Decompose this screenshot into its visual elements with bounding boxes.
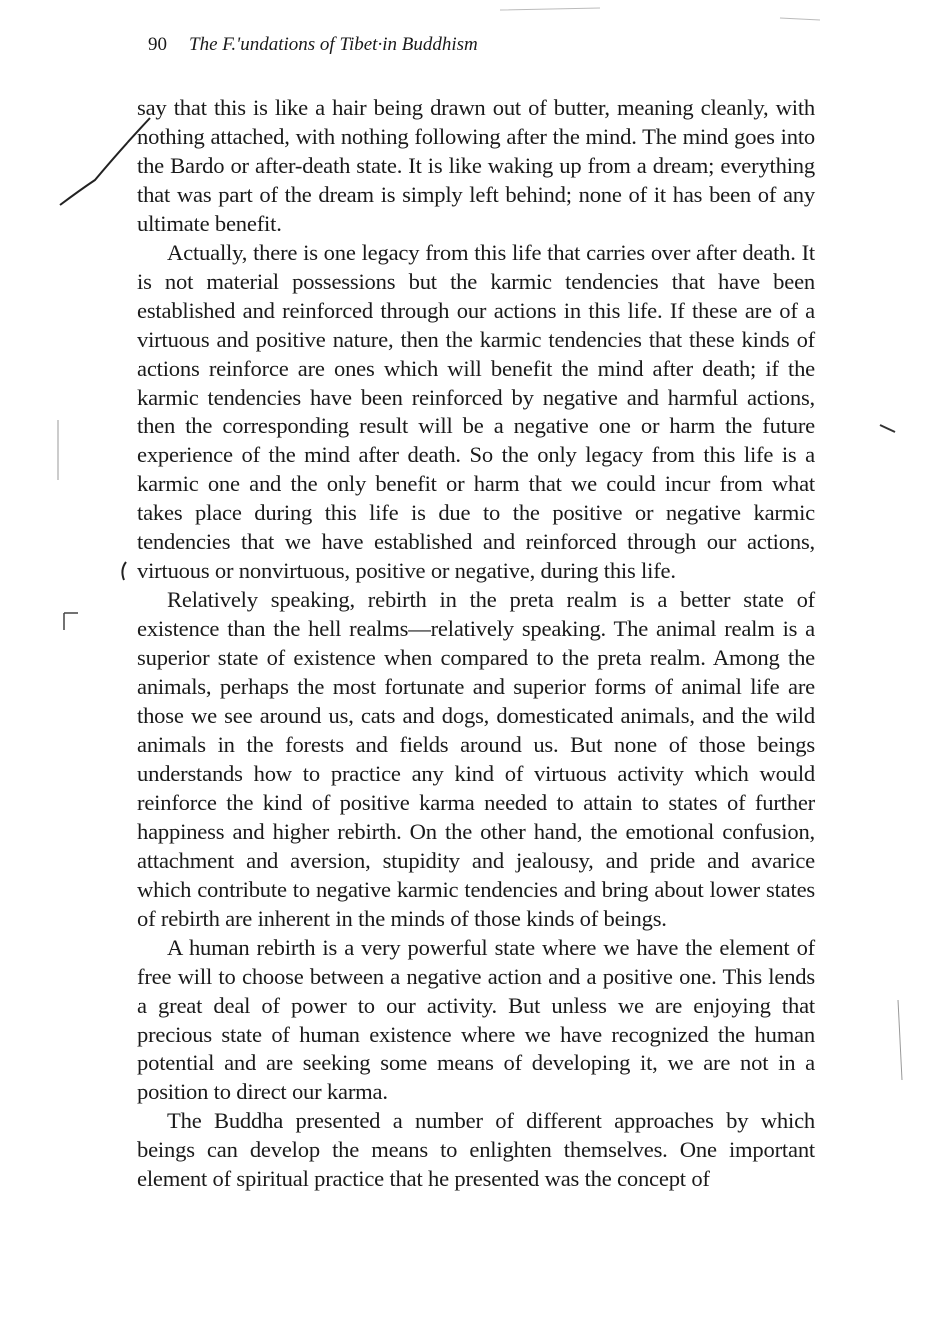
paragraph-continued: say that this is like a hair being drawn out of butter, meaning cleanly, with nothing attached, with nothing following after the mind. The mind goes into the Bardo or after-death state. It is like waking up from a dream; everything that was part of the dream is simply left behind; none of it has been of any ultimate benefit.	[137, 95, 815, 236]
margin-corner-mark	[64, 613, 78, 630]
page-number: 90	[148, 34, 167, 55]
paragraph: The Buddha presented a number of different approaches by which beings can develop the means to enlighten themselves. One important element of spiritual practice that he presented was the concept of	[137, 1108, 815, 1192]
margin-line-mark	[898, 1000, 902, 1080]
margin-bracket-mark	[122, 562, 126, 580]
paragraph: A human rebirth is a very powerful state where we have the element of free will to choose between a negative action and a positive one. This lends a great deal of power to our activity. But unless we are enjoying that precious state of human existence where we have recognized the human potential and are seeking some means of developing it, we are not in a position to direct our karma.	[137, 934, 815, 1105]
running-header	[148, 34, 478, 56]
paragraph: Actually, there is one legacy from this life that carries over after death. It is not material possessions but the karmic tendencies that have been established and reinforced through our actions in this life. If these are of a virtuous and positive nature, then the karmic tendencies that these kinds of actions reinforce are ones which will benefit the mind after death; if the karmic tendencies have been reinforced by negative and harmful actions, then the corresponding result will be a negative one or harm the future experience of the mind after death. So the only legacy from this life is a karmic one and the only benefit or harm that we could incur from what takes place during this life is due to the positive or negative karmic tendencies that we have established and reinforced through our actions, virtuous or nonvirtuous, positive or negative, during this life.	[137, 239, 815, 584]
running-title: The F.'undations of Tibet·in Buddhism	[189, 34, 478, 55]
scan-line-mark	[500, 8, 820, 20]
margin-tick-mark	[880, 425, 895, 432]
paragraph: Relatively speaking, rebirth in the preta realm is a better state of existence than the hell realms—relatively speaking. The animal realm is a superior state of existence when compared to the preta realm. Among the animals, perhaps the most fortunate and superior forms of animal life are those we see around us, cats and dogs, domesticated animals, and the wild animals in the forests and fields around us. But none of those beings understands how to practice any kind of virtuous activity which would reinforce the kind of positive karma needed to attain to states of further happiness and higher rebirth. On the other hand, the emotional confusion, attachment and aversion, stupidity and jealousy, and pride and avarice which contribute to negative karmic tendencies and bring about lower states of rebirth are inherent in the minds of those kinds of beings.	[137, 587, 815, 931]
page-body	[137, 94, 815, 1194]
